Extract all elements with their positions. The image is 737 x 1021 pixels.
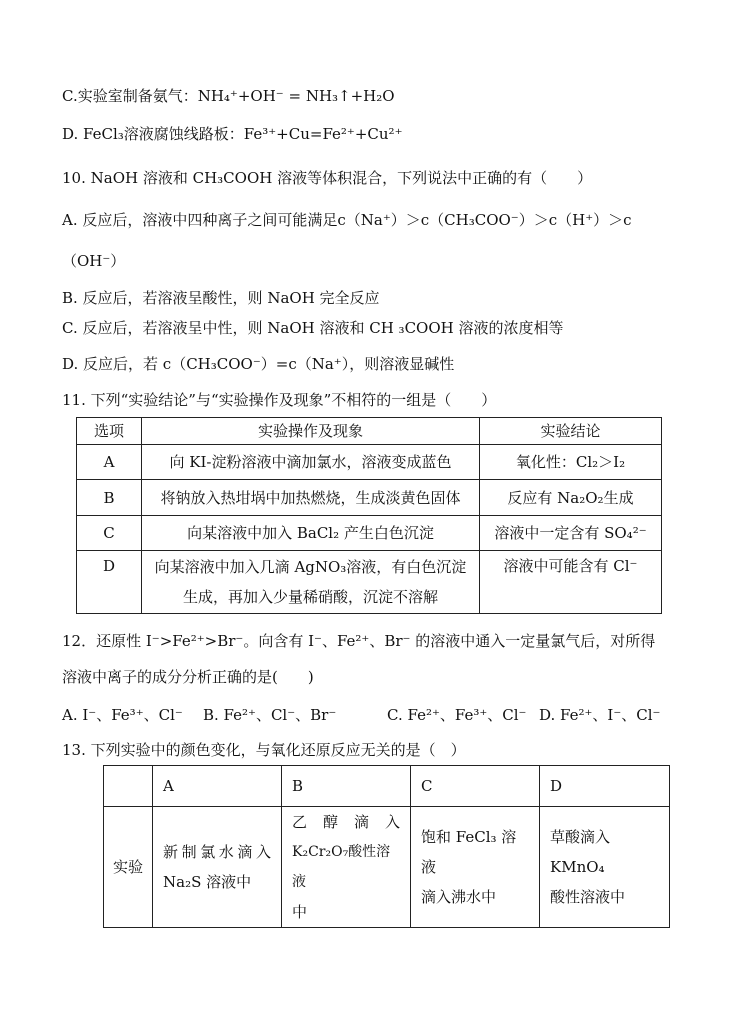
question-13: 13. 下列实验中的颜色变化，与氧化还原反应无关的是（ ） xyxy=(62,741,466,759)
table-header-cell xyxy=(104,766,153,807)
table-cell: 向某溶液中加入 BaCl₂ 产生白色沉淀 xyxy=(142,516,480,551)
table-header-cell: C xyxy=(411,766,540,807)
question-12-line1: 12．还原性 I⁻>Fe²⁺>Br⁻。向含有 I⁻、Fe²⁺、Br⁻ 的溶液中通入一定量氯气后，对所得 xyxy=(62,632,656,650)
cell-line: 中 xyxy=(292,903,308,921)
question-10: 10. NaOH 溶液和 CH₃COOH 溶液等体积混合，下列说法中正确的有（ ） xyxy=(62,169,593,187)
table-row xyxy=(77,445,662,480)
cell-line: 乙 醇 滴 入 xyxy=(292,813,400,831)
table-cell xyxy=(540,807,670,928)
table-q13 xyxy=(103,765,670,928)
cell-line: 向某溶液中加入几滴 AgNO₃溶液，有白色沉淀 xyxy=(154,558,467,576)
option-a-q10-line1: A. 反应后，溶液中四种离子之间可能满足c（Na⁺）＞c（CH₃COO⁻）＞c（H⁺）＞c xyxy=(62,211,632,229)
option-a-q12: A. I⁻、Fe³⁺、Cl⁻ xyxy=(62,706,183,724)
option-c-q9: C.实验室制备氨气：NH₄⁺+OH⁻ = NH₃↑+H₂O xyxy=(62,87,395,105)
table-cell: 氧化性：Cl₂＞I₂ xyxy=(480,445,662,480)
cell-line: 新制氯水滴入 xyxy=(163,843,271,861)
option-b-q12: B. Fe²⁺、Cl⁻、Br⁻ xyxy=(203,706,337,724)
table-cell xyxy=(142,551,480,614)
table-cell xyxy=(411,807,540,928)
table-header-cell: A xyxy=(153,766,282,807)
table-cell: 反应有 Na₂O₂生成 xyxy=(480,480,662,516)
cell-line: 饱和 FeCl₃ 溶液 xyxy=(421,828,517,876)
table-row xyxy=(77,516,662,551)
option-c-q10: C. 反应后，若溶液呈中性，则 NaOH 溶液和 CH ₃COOH 溶液的浓度相等 xyxy=(62,319,564,337)
cell-line: 草酸滴入 KMnO₄ xyxy=(550,828,611,876)
table-header-cell: B xyxy=(282,766,411,807)
table-cell: 向 KI-淀粉溶液中滴加氯水，溶液变成蓝色 xyxy=(142,445,480,480)
table-header-row xyxy=(104,766,670,807)
option-b-q10: B. 反应后，若溶液呈酸性，则 NaOH 完全反应 xyxy=(62,289,380,307)
cell-line: K₂Cr₂O₇酸性溶液 xyxy=(292,844,391,890)
cell-line: Na₂S 溶液中 xyxy=(163,873,252,891)
option-d-q10: D. 反应后，若 c（CH₃COO⁻）=c（Na⁺），则溶液显碱性 xyxy=(62,355,455,373)
table-cell: 将钠放入热坩埚中加热燃烧，生成淡黄色固体 xyxy=(142,480,480,516)
table-header-cell: 实验结论 xyxy=(480,418,662,445)
cell-line: 生成，再加入少量稀硝酸，沉淀不溶解 xyxy=(182,588,438,606)
table-cell xyxy=(153,807,282,928)
table-row xyxy=(104,807,670,928)
table-cell: D xyxy=(77,551,142,614)
cell-line: 滴入沸水中 xyxy=(421,888,497,906)
table-cell: 溶液中一定含有 SO₄²⁻ xyxy=(480,516,662,551)
cell-line: 酸性溶液中 xyxy=(550,888,626,906)
table-q11 xyxy=(76,417,662,614)
table-cell: 溶液中可能含有 Cl⁻ xyxy=(480,551,662,614)
option-d-q12: D. Fe²⁺、I⁻、Cl⁻ xyxy=(539,706,661,724)
table-header-cell: D xyxy=(540,766,670,807)
table-row xyxy=(77,480,662,516)
table-cell: B xyxy=(77,480,142,516)
table-header-cell: 实验操作及现象 xyxy=(142,418,480,445)
question-11: 11. 下列“实验结论”与“实验操作及现象”不相符的一组是（ ） xyxy=(62,391,497,409)
row-label: 实验 xyxy=(104,807,153,928)
table-row xyxy=(77,551,662,614)
table-cell: A xyxy=(77,445,142,480)
option-c-q12: C. Fe²⁺、Fe³⁺、Cl⁻ xyxy=(387,706,527,724)
table-cell xyxy=(282,807,411,928)
option-d-q9: D. FeCl₃溶液腐蚀线路板：Fe³⁺+Cu=Fe²⁺+Cu²⁺ xyxy=(62,125,403,143)
table-header-cell: 选项 xyxy=(77,418,142,445)
table-header-row xyxy=(77,418,662,445)
table-cell: C xyxy=(77,516,142,551)
option-a-q10-line2: （OH⁻） xyxy=(62,252,126,270)
question-12-line2: 溶液中离子的成分分析正确的是( ) xyxy=(62,668,314,686)
